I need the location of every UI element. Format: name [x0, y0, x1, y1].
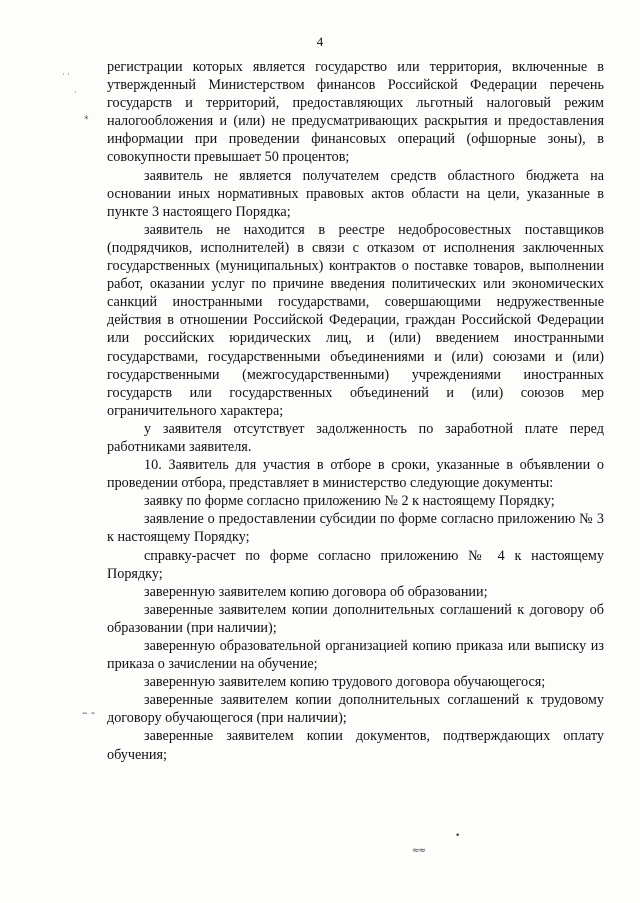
scan-speck: · · [62, 70, 70, 79]
paragraph-additional-agreements-education: заверенные заявителем копии дополнительных соглашений к договору об образовании (при наличии); [107, 601, 604, 636]
page-number: 4 [316, 34, 324, 49]
paragraph-subsidy-statement: заявление о предоставлении субсидии по форме согласно приложению № 3 к настоящему Порядку; [107, 511, 604, 546]
scan-speck: – ‐ [82, 706, 95, 719]
paragraph-education-contract-copy: заверенную заявителем копию договора об образовании; [144, 583, 488, 600]
paragraph-payment-documents: заверенные заявителем копии документов, подтверждающих оплату обучения; [107, 728, 604, 763]
paragraph-application-form: заявку по форме согласно приложению № 2 к настоящему Порядку; [144, 493, 555, 510]
paragraph-additional-agreements-employment: заверенные заявителем копии дополнительных соглашений к трудовому договору обучающегося (при наличии); [107, 692, 604, 727]
scan-speck: ≈≈ [412, 846, 426, 856]
paragraph-enrollment-order: заверенную образовательной организацией копию приказа или выписку из приказа о зачислении на обучение; [107, 638, 604, 673]
paragraph-offshore-continuation: регистрации которых является государство или территория, включенные в утвержденный Министерством финансов Российской Федерации перечень государств и территорий, предоставляющих льготный налоговый режим налогообложения и (или) не предусматривающих раскрытия и предоставления информации при проведении финансовых операций (офшорные зоны), в совокупности превышает 50 процентов; [107, 59, 604, 166]
scan-speck: ⁎ [84, 112, 89, 122]
paragraph-calculation-certificate: справку-расчет по форме согласно приложению № 4 к настоящему Порядку; [107, 547, 604, 582]
scan-speck: · [74, 88, 77, 97]
paragraph-item-10: 10. Заявитель для участия в отборе в сроки, указанные в объявлении о проведении отбора, представляет в министерство следующие документы: [107, 457, 604, 492]
paragraph-no-regional-budget: заявитель не является получателем средств областного бюджета на основании иных нормативных правовых актов области на цели, указанные в пункте 3 настоящего Порядка; [107, 167, 604, 220]
paragraph-employment-contract-copy: заверенную заявителем копию трудового договора обучающегося; [144, 674, 546, 691]
scan-speck: • [455, 831, 461, 841]
document-body [107, 58, 604, 764]
paragraph-unfair-suppliers-registry: заявитель не находится в реестре недобросовестных поставщиков (подрядчиков, исполнителей) в связи с отказом от исполнения заключенных государственных (муниципальных) контрактов о поставке товаров, выполнении работ, оказании услуг по причине введения политических или экономических санкций иностранными государствами, совершающими недружественные действия в отношении Российской Федерации, граждан Российской Федерации или российских юридических лиц, и (или) введением иностранными государствами, государственными объединениями и (или) союзами и (или) государственными (межгосударственными) учреждениями иностранных государств или государственных объединений и (или) союзов мер ограничительного характера; [107, 221, 604, 419]
paragraph-no-wage-debt: у заявителя отсутствует задолженность по заработной плате перед работниками заявителя. [107, 420, 604, 455]
